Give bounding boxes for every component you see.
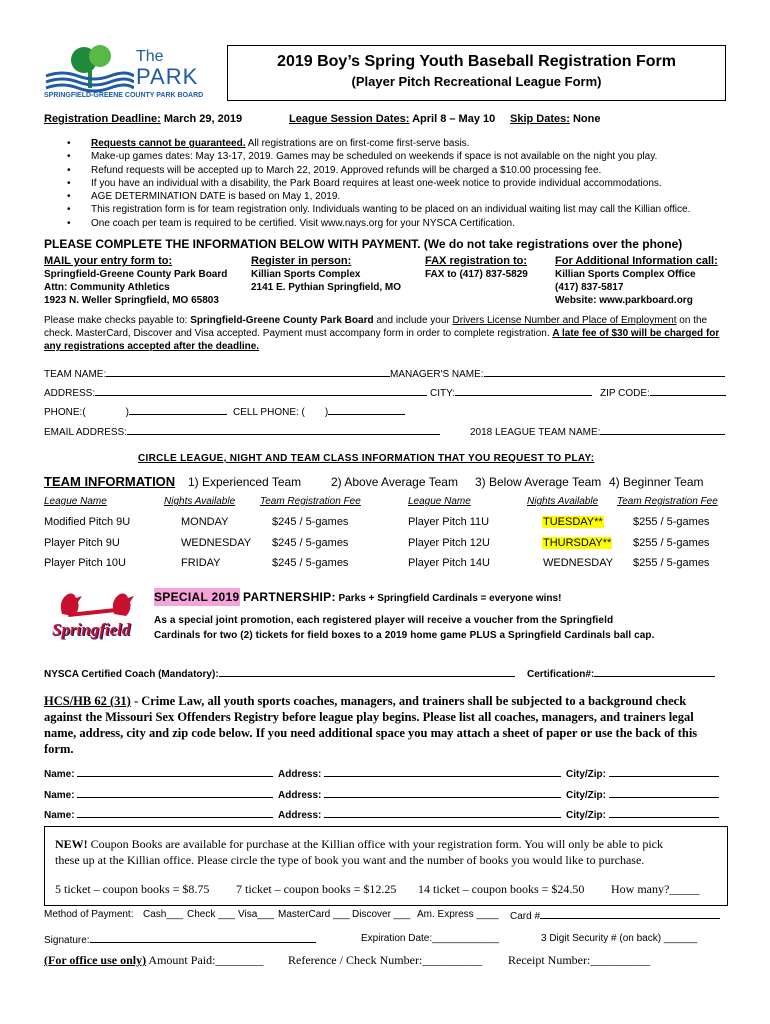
league-row: Player Pitch 10U FRIDAY $245 / 5-games Player Pitch 14U WEDNESDAY $255 / 5-games xyxy=(44,557,710,569)
skip-label: Skip Dates: xyxy=(510,113,570,125)
rules-item: • This registration form is for team registration only. Individuals wanting to be placed on an individual waiting list may call the Killian office. xyxy=(67,203,690,216)
payment-visa-option[interactable]: Visa___ xyxy=(238,909,274,920)
coupon-book-box xyxy=(44,826,728,906)
staff-name-field[interactable]: Name: xyxy=(44,808,273,821)
staff-cityzip-field[interactable]: City/Zip: xyxy=(566,808,719,821)
park-logo xyxy=(44,40,224,104)
certification-field[interactable]: Certification#: xyxy=(527,667,715,680)
partnership-heading: SPECIAL 2019 PARTNERSHIP: Parks + Springfield Cardinals = everyone wins! xyxy=(154,590,562,604)
contact-fax: FAX registration to: FAX to (417) 837-5829 xyxy=(425,255,528,280)
receipt-number: Receipt Number:__________ xyxy=(508,953,651,967)
reference-number: Reference / Check Number:__________ xyxy=(288,953,483,967)
cardinals-wordmark: Springfield xyxy=(52,620,131,639)
person-header: Register in person: xyxy=(251,255,352,267)
fax-header: FAX registration to: xyxy=(425,255,528,267)
payment-discover-option[interactable]: Discover ___ xyxy=(352,909,411,920)
staff-cityzip-field[interactable]: City/Zip: xyxy=(566,788,719,801)
rules-item: • If you have an individual with a disability, the Park Board requires at least one-week notice to provide individual accommodations. xyxy=(67,177,690,190)
phone-field[interactable]: PHONE:( ) xyxy=(44,405,227,418)
logo-board: SPRINGFIELD-GREENE COUNTY PARK BOARD xyxy=(44,92,204,99)
session-label: League Session Dates: xyxy=(289,113,410,125)
info-header: For Additional Information call: xyxy=(555,255,718,267)
contact-info: For Additional Information call: Killian Sports Complex Office (417) 837-5817 Website: www.parkboard.org xyxy=(555,255,718,306)
address-field[interactable]: ADDRESS: xyxy=(44,386,427,399)
cardinals-logo xyxy=(44,584,152,644)
city-field[interactable]: CITY: xyxy=(430,386,592,399)
coupon-option-5[interactable]: 5 ticket – coupon books = $8.75 xyxy=(55,882,210,896)
league-row: Player Pitch 9U WEDNESDAY $245 / 5-games Player Pitch 12U THURSDAY** $255 / 5-games xyxy=(44,537,710,549)
rules-item: • One coach per team is required to be certified. Visit www.nays.org for your NYSCA Certification. xyxy=(67,217,690,230)
skip-dates xyxy=(510,113,600,125)
coupon-option-7[interactable]: 7 ticket – coupon books = $12.25 xyxy=(236,882,397,896)
expiration-field[interactable]: Expiration Date:____________ xyxy=(361,933,499,944)
email-field[interactable]: EMAIL ADDRESS: xyxy=(44,425,440,438)
zip-field[interactable]: ZIP CODE: xyxy=(600,386,726,399)
deadline-value: March 29, 2019 xyxy=(163,113,243,125)
security-code-field[interactable]: 3 Digit Security # (on back) ______ xyxy=(541,933,698,944)
staff-address-field[interactable]: Address: xyxy=(278,808,561,821)
circle-heading: CIRCLE LEAGUE, NIGHT AND TEAM CLASS INFORMATION THAT YOU REQUEST TO PLAY: xyxy=(138,453,595,464)
rules-list xyxy=(67,137,690,230)
coupon-description: NEW! Coupon Books are available for purchase at the Killian office with your registration form. You will only be able to pick these up at the Killian office. Please circle the type of book you want and the number of books you would like to purchase. xyxy=(55,837,663,867)
rules-item: • Make-up games dates: May 13-17, 2019. Games may be scheduled on weekends if space is not available on the night you play. xyxy=(67,150,690,163)
logo-the: The xyxy=(136,48,164,65)
staff-name-field[interactable]: Name: xyxy=(44,788,273,801)
logo-park: PARK xyxy=(136,64,199,89)
nysca-coach-field[interactable]: NYSCA Certified Coach (Mandatory): xyxy=(44,667,515,680)
cell-phone-field[interactable]: CELL PHONE: ( ) xyxy=(233,405,405,418)
form-title-box xyxy=(227,45,726,101)
session-dates xyxy=(289,113,495,125)
contact-mail: MAIL your entry form to: Springfield-Greene County Park Board Attn: Community Athletics 1923 N. Weller Springfield, MO 65803 xyxy=(44,255,228,306)
manager-name-field[interactable]: MANAGER'S NAME: xyxy=(390,367,725,380)
league-table-header: League Name Nights Available Team Registration Fee League Name Nights Available Team Registration Fee xyxy=(44,496,718,507)
team-class-2[interactable]: 2) Above Average Team xyxy=(331,475,458,489)
background-check-notice: HCS/HB 62 (31) - Crime Law, all youth sports coaches, managers, and trainers shall be subjected to a background check against the Missouri Sex Offenders Registry before league play begins. Please list all coaches, managers, and trainers legal name, address, city and zip code below. If you need additional space you may attach a sheet of paper or use the back of this form. xyxy=(44,694,698,756)
last-team-field[interactable]: 2018 LEAGUE TEAM NAME: xyxy=(470,425,725,438)
payment-amex-option[interactable]: Am. Express ____ xyxy=(417,909,499,920)
card-number-field[interactable]: Card # xyxy=(510,909,720,922)
skip-value: None xyxy=(572,113,601,125)
session-value: April 8 – May 10 xyxy=(412,113,496,125)
staff-name-field[interactable]: Name: xyxy=(44,767,273,780)
park-logo-graphic xyxy=(44,40,134,96)
deadline-label: Registration Deadline: xyxy=(44,113,161,125)
form-title: 2019 Boy’s Spring Youth Baseball Registration Form xyxy=(277,53,676,70)
payment-method-row: Method of Payment: xyxy=(44,909,134,920)
staff-address-field[interactable]: Address: xyxy=(278,767,561,780)
coupon-quantity-field[interactable]: How many?_____ xyxy=(611,882,700,896)
coupon-option-14[interactable]: 14 ticket – coupon books = $24.50 xyxy=(418,882,585,896)
payment-instructions: Please make checks payable to: Springfield-Greene County Park Board and include your Drivers License Number and Place of Employment on the check. MasterCard, Discover and Visa accepted. Payment must accompany form in order to complete registration. A late fee of $30 will be charged for any registrations accepted after the deadline. xyxy=(44,315,720,352)
rules-item: • Requests cannot be guaranteed. All registrations are on first-come first-serve basis. xyxy=(67,137,690,150)
contact-in-person: Register in person: Killian Sports Complex 2141 E. Pythian Springfield, MO xyxy=(251,255,402,293)
signature-field[interactable]: Signature: xyxy=(44,933,316,946)
partnership-details: As a special joint promotion, each registered player will receive a voucher from the Springfield Cardinals for two (2) tickets for field boxes to a 2019 home game PLUS a Springfield Cardinals ball cap. xyxy=(154,615,655,641)
payment-cash-option[interactable]: Cash___ xyxy=(143,909,184,920)
office-use-row: (For office use only) Amount Paid:________ xyxy=(44,953,264,967)
registration-deadline xyxy=(44,113,242,125)
team-class-1[interactable]: 1) Experienced Team xyxy=(188,475,302,489)
form-subtitle: (Player Pitch Recreational League Form) xyxy=(351,74,602,89)
league-row: Modified Pitch 9U MONDAY $245 / 5-games Player Pitch 11U TUESDAY** $255 / 5-games xyxy=(44,516,710,528)
staff-address-field[interactable]: Address: xyxy=(278,788,561,801)
rules-item: • AGE DETERMINATION DATE is based on May 1, 2019. xyxy=(67,190,690,203)
payment-check-option[interactable]: Check ___ xyxy=(187,909,235,920)
team-class-3[interactable]: 3) Below Average Team xyxy=(475,475,602,489)
team-name-field[interactable]: TEAM NAME: xyxy=(44,367,390,380)
staff-cityzip-field[interactable]: City/Zip: xyxy=(566,767,719,780)
rules-item: • Refund requests will be accepted up to March 22, 2019. Approved refunds will be charged a $10.00 processing fee. xyxy=(67,164,690,177)
mail-header: MAIL your entry form to: xyxy=(44,255,173,267)
payment-mastercard-option[interactable]: MasterCard ___ xyxy=(278,909,350,920)
team-class-4[interactable]: 4) Beginner Team xyxy=(609,475,704,489)
team-information-label: TEAM INFORMATION xyxy=(44,474,176,489)
instructions-heading: PLEASE COMPLETE THE INFORMATION BELOW WITH PAYMENT. (We do not take registrations over the phone) xyxy=(44,237,683,251)
